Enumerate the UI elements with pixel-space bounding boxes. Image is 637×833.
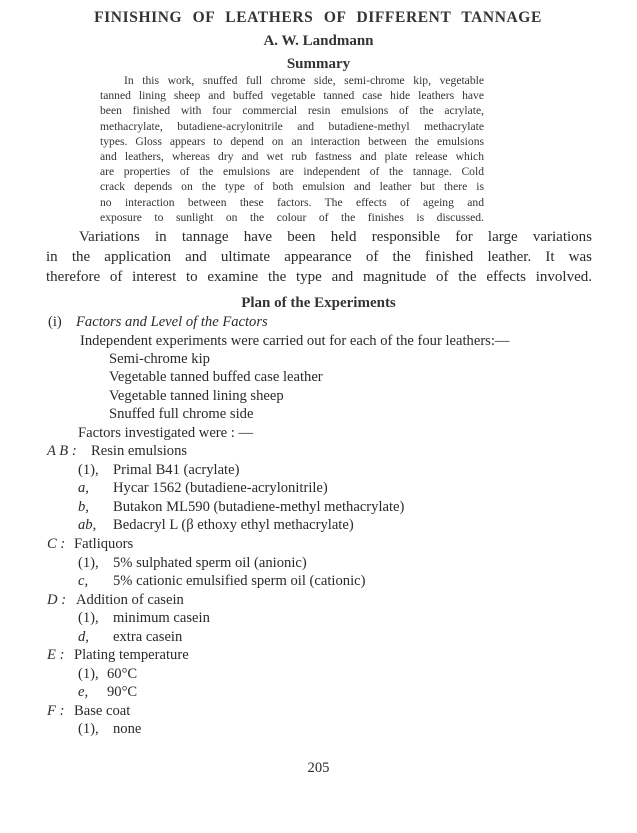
level-code: (1),: [78, 555, 99, 571]
level-text: Bedacryl L (β ethoxy ethyl methacrylate): [113, 517, 354, 533]
factor-label: D :: [47, 592, 67, 608]
level-code: ab,: [78, 517, 97, 533]
leather-item: Vegetable tanned buffed case leather: [109, 369, 323, 385]
factor-label: C :: [47, 536, 66, 552]
abstract-line: no interaction between these factors. The effects of ageing and: [100, 195, 484, 209]
subsection-number: (i): [48, 314, 62, 330]
level-text: 5% sulphated sperm oil (anionic): [113, 555, 307, 571]
intro-line: Variations in tannage have been held responsible for large variations: [79, 229, 592, 245]
level-code: d,: [78, 629, 89, 645]
author-name: A. W. Landmann: [263, 33, 374, 49]
level-text: 5% cationic emulsified sperm oil (cationic): [113, 573, 366, 589]
factor-label: A B :: [47, 443, 77, 459]
paper-title: FINISHING OF LEATHERS OF DIFFERENT TANNAGE: [94, 9, 542, 26]
level-text: extra casein: [113, 629, 183, 645]
intro-paragraph: [46, 227, 592, 287]
level-code: e,: [78, 684, 89, 700]
abstract-line: been finished with four commercial resin emulsions of the acrylate,: [100, 104, 484, 118]
level-text: Primal B41 (acrylate): [113, 462, 240, 478]
level-text: Butakon ML590 (butadiene-methyl methacrylate): [113, 499, 405, 515]
factor-name: Addition of casein: [76, 592, 184, 608]
level-text: Hycar 1562 (butadiene-acrylonitrile): [113, 480, 328, 496]
abstract-line: methacrylate, butadiene-acrylonitrile and butadiene-methyl methacrylate: [100, 119, 484, 133]
level-text: 90°C: [107, 684, 138, 700]
section-heading: Plan of the Experiments: [241, 295, 396, 311]
abstract-line: In this work, snuffed full chrome side, semi-chrome kip, vegetable: [124, 74, 484, 87]
leather-item: Semi-chrome kip: [109, 351, 210, 367]
level-text: none: [113, 721, 142, 737]
level-code: c,: [78, 573, 89, 589]
abstract-line: are properties of the emulsions are independent of the tannage. Cold: [100, 165, 484, 179]
level-code: (1),: [78, 462, 99, 478]
subsection-title: Factors and Level of the Factors: [76, 314, 268, 330]
intro-line: therefore of interest to examine the type and magnitude of the effects involved.: [46, 269, 592, 285]
factors-intro: Factors investigated were : —: [78, 425, 254, 441]
abstract-line: exposure to sunlight on the colour of the finishes is discussed.: [100, 210, 484, 224]
factor-name: Resin emulsions: [91, 443, 188, 459]
level-code: (1),: [78, 721, 99, 737]
summary-heading: Summary: [286, 56, 351, 72]
leather-item: Snuffed full chrome side: [109, 406, 254, 422]
abstract-line: and leathers, whereas dry and wet rub fastness and plate release which: [100, 150, 484, 164]
abstract-line: crack depends on the type of both emulsion and leather but there is: [100, 180, 484, 194]
factor-label: F :: [47, 703, 65, 719]
level-code: a,: [78, 480, 89, 496]
level-code: (1),: [78, 666, 99, 682]
intro-line: in the application and ultimate appearance of the finished leather. It was: [46, 249, 592, 265]
level-code: (1),: [78, 610, 99, 626]
independent-text: Independent experiments were carried out for each of the four leathers:—: [80, 333, 510, 349]
level-text: minimum casein: [113, 610, 210, 626]
factor-name: Fatliquors: [74, 536, 134, 552]
factor-name: Base coat: [74, 703, 131, 719]
leather-item: Vegetable tanned lining sheep: [109, 388, 284, 404]
level-code: b,: [78, 499, 89, 515]
factor-label: E :: [47, 647, 65, 663]
abstract-line: tanned lining sheep and buffed vegetable tanned case hide leathers have: [100, 89, 484, 103]
abstract: [100, 73, 484, 225]
factor-name: Plating temperature: [74, 647, 189, 663]
abstract-line: types. Gloss appears to depend on an interaction between the emulsions: [100, 134, 484, 148]
page-number: 205: [307, 760, 330, 776]
level-text: 60°C: [107, 666, 138, 682]
